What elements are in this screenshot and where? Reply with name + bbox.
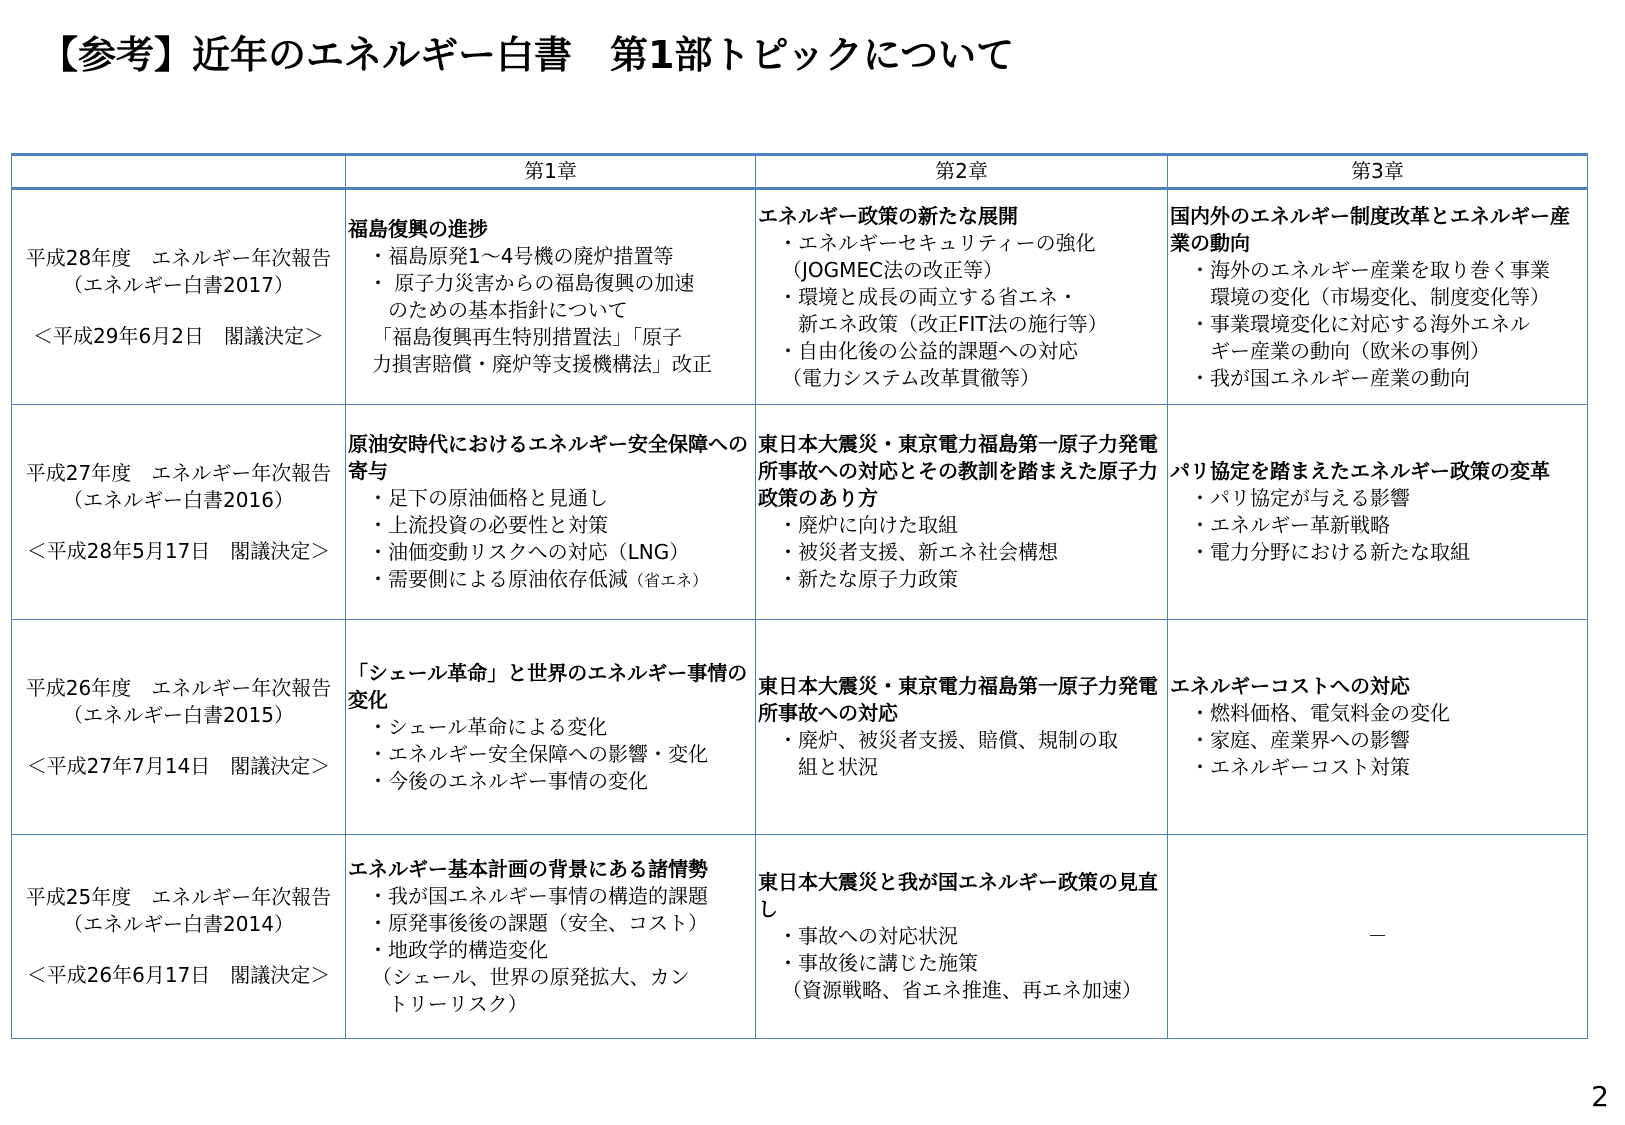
chapter-1-cell xyxy=(346,835,756,1039)
chapter-item xyxy=(348,566,753,594)
chapter-3-cell xyxy=(1168,620,1588,835)
chapter-heading: エネルギー基本計画の背景にある諸情勢 xyxy=(348,856,708,881)
chapter-item: ・廃炉に向けた取組 xyxy=(778,513,958,537)
chapter-2-cell xyxy=(756,620,1168,835)
chapter-heading: パリ協定を踏まえたエネルギー政策の変革 xyxy=(1170,459,1550,483)
report-subtitle: （エネルギー白書2016） xyxy=(63,487,294,512)
chapter-heading: 「シェール革命」と世界のエネルギー事情の変化 xyxy=(348,660,748,712)
chapter-item: ・油価変動リスクへの対応（LNG） xyxy=(368,539,690,564)
report-title: 平成25年度 エネルギー年次報告 xyxy=(25,885,332,909)
chapter-heading: 国内外のエネルギー制度改革とエネルギー産業の動向 xyxy=(1170,203,1570,255)
chapter-heading: エネルギーコストへの対応 xyxy=(1170,674,1410,698)
header-chapter-2: 第2章 xyxy=(756,155,1168,189)
chapter-item: （資源戦略、省エネ推進、再エネ加速） xyxy=(782,978,1142,1002)
chapter-item: ・ 原子力災害からの福島復興の加速 xyxy=(368,271,695,295)
chapter-item-text: ・需要側による原油依存低減 xyxy=(368,566,628,591)
chapter-item: ・我が国エネルギー事情の構造的課題 xyxy=(368,883,708,908)
chapter-item: ・地政学的構造変化 xyxy=(368,937,548,962)
chapter-item: ・事故後に講じた施策 xyxy=(778,951,978,975)
report-cell xyxy=(12,405,346,620)
chapter-item: ・福島原発1～4号機の廃炉措置等 xyxy=(368,244,674,268)
report-date: ＜平成28年5月17日 閣議決定＞ xyxy=(26,538,331,563)
report-subtitle: （エネルギー白書2014） xyxy=(63,912,294,936)
chapter-item: ・新たな原子力政策 xyxy=(778,567,958,591)
chapter-item: ・シェール革命による変化 xyxy=(368,714,608,739)
chapter-item: ・エネルギーコスト対策 xyxy=(1190,755,1410,779)
chapter-item: ・足下の原油価格と見通し xyxy=(368,485,608,510)
chapter-item: ・パリ協定が与える影響 xyxy=(1190,486,1410,510)
chapter-3-cell xyxy=(1168,189,1588,405)
chapter-item: ・今後のエネルギー事情の変化 xyxy=(368,768,648,793)
table-header-row xyxy=(12,155,1588,189)
chapter-item: （JOGMEC法の改正等） xyxy=(782,257,1003,282)
chapter-item: ・事故への対応状況 xyxy=(778,924,958,948)
chapter-item: ・廃炉、被災者支援、賠償、規制の取 xyxy=(778,728,1118,752)
chapter-item: ギー産業の動向（欧米の事例） xyxy=(1210,338,1490,363)
chapter-2-cell xyxy=(756,405,1168,620)
chapter-2-cell xyxy=(756,835,1168,1039)
chapter-item: ・家庭、産業界への影響 xyxy=(1190,728,1410,752)
chapter-3-cell-empty: － xyxy=(1168,835,1588,1039)
chapter-item: ・エネルギーセキュリティーの強化 xyxy=(778,230,1096,255)
chapter-heading: エネルギー政策の新たな展開 xyxy=(758,203,1018,228)
chapter-item: ・エネルギー安全保障への影響・変化 xyxy=(368,741,708,766)
table-row xyxy=(12,835,1588,1039)
chapter-heading: 東日本大震災・東京電力福島第一原子力発電所事故への対応 xyxy=(758,674,1158,725)
report-cell xyxy=(12,620,346,835)
table-row xyxy=(12,405,1588,620)
chapter-item: トリーリスク） xyxy=(388,991,528,1016)
table-row xyxy=(12,189,1588,405)
chapter-item: 「福島復興再生特別措置法」「原子 xyxy=(372,325,682,349)
chapter-item: のための基本指針について xyxy=(388,298,628,322)
report-subtitle: （エネルギー白書2017） xyxy=(63,272,294,297)
chapter-item: 組と状況 xyxy=(798,755,878,779)
header-chapter-3: 第3章 xyxy=(1168,155,1588,189)
chapter-item: ・自由化後の公益的課題への対応 xyxy=(778,338,1078,363)
chapter-item: （電力システム改革貫徹等） xyxy=(782,365,1040,390)
chapter-1-cell xyxy=(346,620,756,835)
chapter-heading: 東日本大震災・東京電力福島第一原子力発電所事故への対応とその教訓を踏まえた原子力政策のあり方 xyxy=(758,432,1158,510)
report-date: ＜平成27年7月14日 閣議決定＞ xyxy=(26,753,331,778)
chapter-2-cell xyxy=(756,189,1168,405)
header-chapter-1: 第1章 xyxy=(346,155,756,189)
page-title: 【参考】近年のエネルギー白書 第1部トピックについて xyxy=(40,33,1015,77)
chapter-3-cell xyxy=(1168,405,1588,620)
chapter-item: ・原発事後後の課題（安全、コスト） xyxy=(368,910,708,935)
chapter-item: ・我が国エネルギー産業の動向 xyxy=(1190,365,1470,390)
chapter-item: ・事業環境変化に対応する海外エネル xyxy=(1190,311,1530,336)
report-subtitle: （エネルギー白書2015） xyxy=(63,702,294,727)
chapter-heading: 福島復興の進捗 xyxy=(348,217,488,241)
topic-table xyxy=(11,153,1588,1039)
report-title: 平成28年度 エネルギー年次報告 xyxy=(25,245,332,270)
chapter-item: 環境の変化（市場変化、制度変化等） xyxy=(1210,284,1550,309)
chapter-item: ・燃料価格、電気料金の変化 xyxy=(1190,701,1450,725)
header-corner xyxy=(12,155,346,189)
chapter-item: ・被災者支援、新エネ社会構想 xyxy=(778,540,1058,564)
report-title: 平成27年度 エネルギー年次報告 xyxy=(25,460,332,485)
chapter-item: ・エネルギー革新戦略 xyxy=(1190,513,1390,537)
report-title: 平成26年度 エネルギー年次報告 xyxy=(25,675,332,700)
report-date: ＜平成26年6月17日 閣議決定＞ xyxy=(26,963,331,987)
report-cell xyxy=(12,189,346,405)
chapter-item: ・環境と成長の両立する省エネ・ xyxy=(778,284,1078,309)
table-row xyxy=(12,620,1588,835)
page-number: 2 xyxy=(1591,1080,1609,1113)
report-cell xyxy=(12,835,346,1039)
chapter-item: ・海外のエネルギー産業を取り巻く事業 xyxy=(1190,257,1550,282)
chapter-1-cell xyxy=(346,189,756,405)
report-date: ＜平成29年6月2日 閣議決定＞ xyxy=(33,323,324,348)
chapter-item: （シェール、世界の原発拡大、カン xyxy=(372,964,690,989)
chapter-heading: 東日本大震災と我が国エネルギー政策の見直し xyxy=(758,870,1158,921)
chapter-item: ・上流投資の必要性と対策 xyxy=(368,512,608,537)
chapter-item-suffix: （省エネ） xyxy=(628,570,709,590)
chapter-1-cell xyxy=(346,405,756,620)
chapter-item: ・電力分野における新たな取組 xyxy=(1190,540,1470,564)
chapter-heading: 原油安時代におけるエネルギー安全保障への寄与 xyxy=(348,431,748,483)
chapter-item: 力損害賠償・廃炉等支援機構法」改正 xyxy=(372,352,712,376)
chapter-item: 新エネ政策（改正FIT法の施行等） xyxy=(798,311,1108,336)
